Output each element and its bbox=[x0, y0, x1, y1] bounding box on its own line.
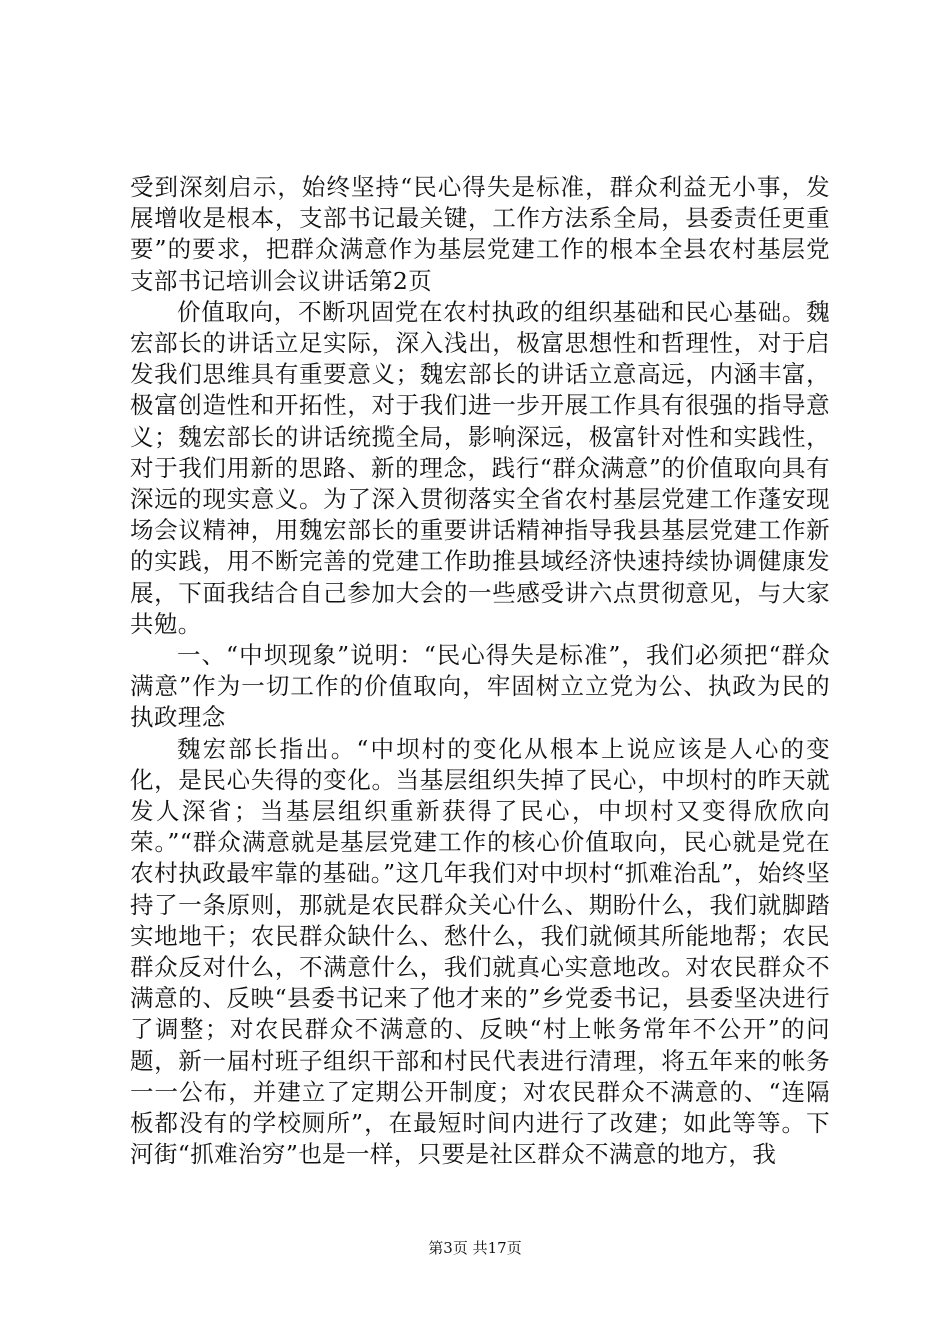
paragraph-1: 受到深刻启示，始终坚持“民心得失是标准，群众利益无小事，发展增收是根本，支部书记最关键，工作方法系全局，县委责任更重要”的要求，把群众满意作为基层党建工作的根本全县农村基层党支部书记培训会议讲话第2页 bbox=[130, 173, 830, 295]
document-body bbox=[130, 172, 830, 1171]
paragraph-2: 价值取向，不断巩固党在农村执政的组织基础和民心基础。魏宏部长的讲话立足实际，深入浅出，极富思想性和哲理性，对于启发我们思维具有重要意义；魏宏部长的讲话立意高远，内涵丰富，极富创造性和开拓性，对于我们进一步开展工作具有很强的指导意义；魏宏部长的讲话统揽全局，影响深远，极富针对性和实践性，对于我们用新的思路、新的理念，践行“群众满意”的价值取向具有深远的现实意义。为了深入贯彻落实全省农村基层党建工作蓬安现场会议精神，用魏宏部长的重要讲话精神指导我县基层党建工作新的实践，用不断完善的党建工作助推县域经济快速持续协调健康发展，下面我结合自己参加大会的一些感受讲六点贯彻意见，与大家共勉。 bbox=[130, 297, 830, 638]
section-heading-1: 一、“中坝现象”说明：“民心得失是标准”，我们必须把“群众满意”作为一切工作的价值取向，牢固树立立党为公、执政为民的执政理念 bbox=[130, 641, 830, 732]
page-footer: 第3页 共17页 bbox=[428, 1239, 522, 1257]
paragraph-3: 魏宏部长指出。“中坝村的变化从根本上说应该是人心的变化，是民心失得的变化。当基层组织失掉了民心，中坝村的昨天就发人深省；当基层组织重新获得了民心，中坝村又变得欣欣向荣。”“群众满意就是基层党建工作的核心价值取向，民心就是党在农村执政最牢靠的基础。”这几年我们对中坝村“抓难治乱”，始终坚持了一条原则，那就是农民群众关心什么、期盼什么，我们就脚踏实地地干；农民群众缺什么、愁什么，我们就倾其所能地帮；农民群众反对什么，不满意什么，我们就真心实意地改。对农民群众不满意的、反映“县委书记来了他才来的”乡党委书记，县委坚决进行了调整；对农民群众不满意的、反映“村上帐务常年不公开”的问题，新一届村班子组织干部和村民代表进行清理，将五年来的帐务一一公布，并建立了定期公开制度；对农民群众不满意的、“连隔板都没有的学校厕所”，在最短时间内进行了改建；如此等等。下河街“抓难治穷”也是一样，只要是社区群众不满意的地方，我 bbox=[130, 734, 830, 1169]
